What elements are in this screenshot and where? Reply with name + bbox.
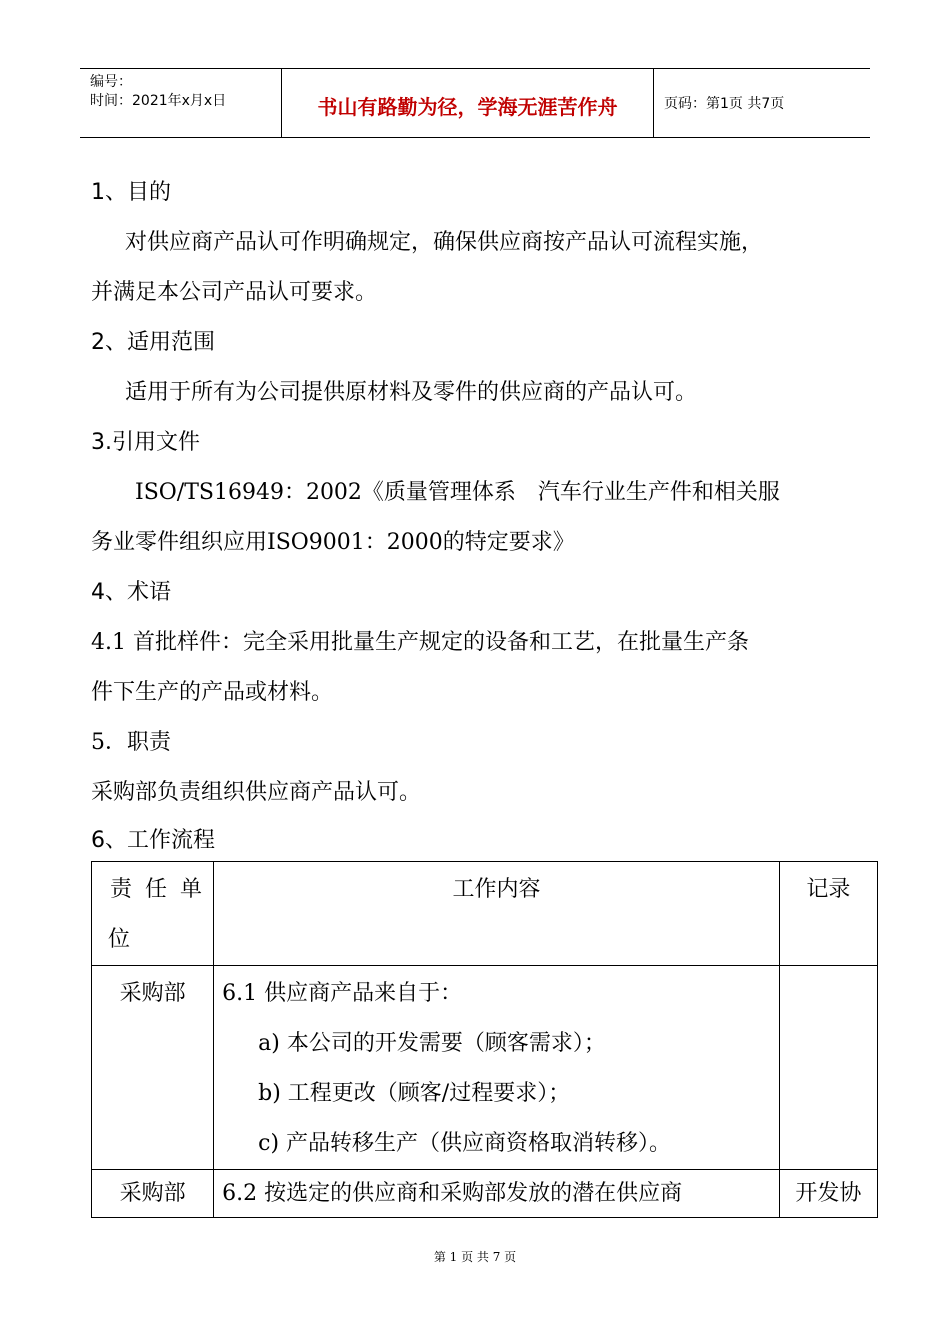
header-unit-line-1: 责 任 单 <box>110 877 205 902</box>
row-2-content <box>214 1170 780 1218</box>
header-record <box>779 862 877 966</box>
row-1-content-line-1: 6.1 供应商产品来自于： <box>222 981 463 1006</box>
row-2-record-text: 开发协 <box>795 1181 862 1206</box>
row-2-unit-text: 采购部 <box>119 1181 186 1206</box>
page-header <box>80 68 870 138</box>
section-1-paragraph-line-2: 并满足本公司产品认可要求。 <box>91 280 378 305</box>
workflow-table <box>91 861 878 1218</box>
header-responsible-unit <box>92 862 214 966</box>
section-3-paragraph-line-1: ISO/TS16949：2002《质量管理体系 汽车行业生产件和相关服 <box>135 480 780 505</box>
section-3-paragraph-line-2: 务业零件组织应用ISO9001：2000的特定要求》 <box>91 530 575 555</box>
header-motto: 书山有路勤为径，学海无涯苦作舟 <box>282 69 654 137</box>
section-5-title: 5．职责 <box>91 730 171 755</box>
header-meta <box>80 69 282 137</box>
header-page-info: 页码：第1页 共7页 <box>664 96 785 112</box>
section-4-paragraph-line-2: 件下生产的产品或材料。 <box>91 680 334 705</box>
document-number-label: 编号： <box>90 74 132 90</box>
row-1-content-line-3: b) 工程更改（顾客/过程要求）； <box>258 1081 571 1106</box>
header-unit-line-2: 位 <box>108 927 131 952</box>
table-row <box>92 1170 878 1218</box>
row-2-record <box>779 1170 877 1218</box>
section-4-title: 4、术语 <box>91 580 171 605</box>
section-6-title: 6、工作流程 <box>91 828 215 853</box>
row-1-content-line-4: c) 产品转移生产（供应商资格取消转移）。 <box>258 1131 672 1156</box>
section-1-title: 1、目的 <box>91 180 171 205</box>
row-1-content-line-2: a) 本公司的开发需要（顾客需求）； <box>258 1031 606 1056</box>
row-2-content-line-1: 6.2 按选定的供应商和采购部发放的潜在供应商 <box>222 1181 683 1206</box>
section-3-title: 3.引用文件 <box>91 430 200 455</box>
section-5-paragraph: 采购部负责组织供应商产品认可。 <box>91 780 422 805</box>
section-4-paragraph-line-1: 4.1 首批样件：完全采用批量生产规定的设备和工艺，在批量生产条 <box>91 630 749 655</box>
row-2-unit <box>92 1170 214 1218</box>
page-footer: 第 1 页 共 7 页 <box>433 1250 517 1264</box>
row-1-unit <box>92 966 214 1170</box>
table-row <box>92 966 878 1170</box>
section-1-paragraph-line-1: 对供应商产品认可作明确规定，确保供应商按产品认可流程实施， <box>125 230 764 255</box>
row-1-unit-text: 采购部 <box>119 981 186 1006</box>
section-2-paragraph: 适用于所有为公司提供原材料及零件的供应商的产品认可。 <box>125 380 698 405</box>
row-1-content <box>214 966 780 1170</box>
table-header-row <box>92 862 878 966</box>
section-2-title: 2、适用范围 <box>91 330 215 355</box>
document-time: 时间：2021年x月x日 <box>90 93 227 109</box>
header-work-content <box>214 862 780 966</box>
row-1-record <box>779 966 877 1170</box>
header-work-content-label: 工作内容 <box>452 877 541 902</box>
header-record-label: 记录 <box>806 877 851 902</box>
